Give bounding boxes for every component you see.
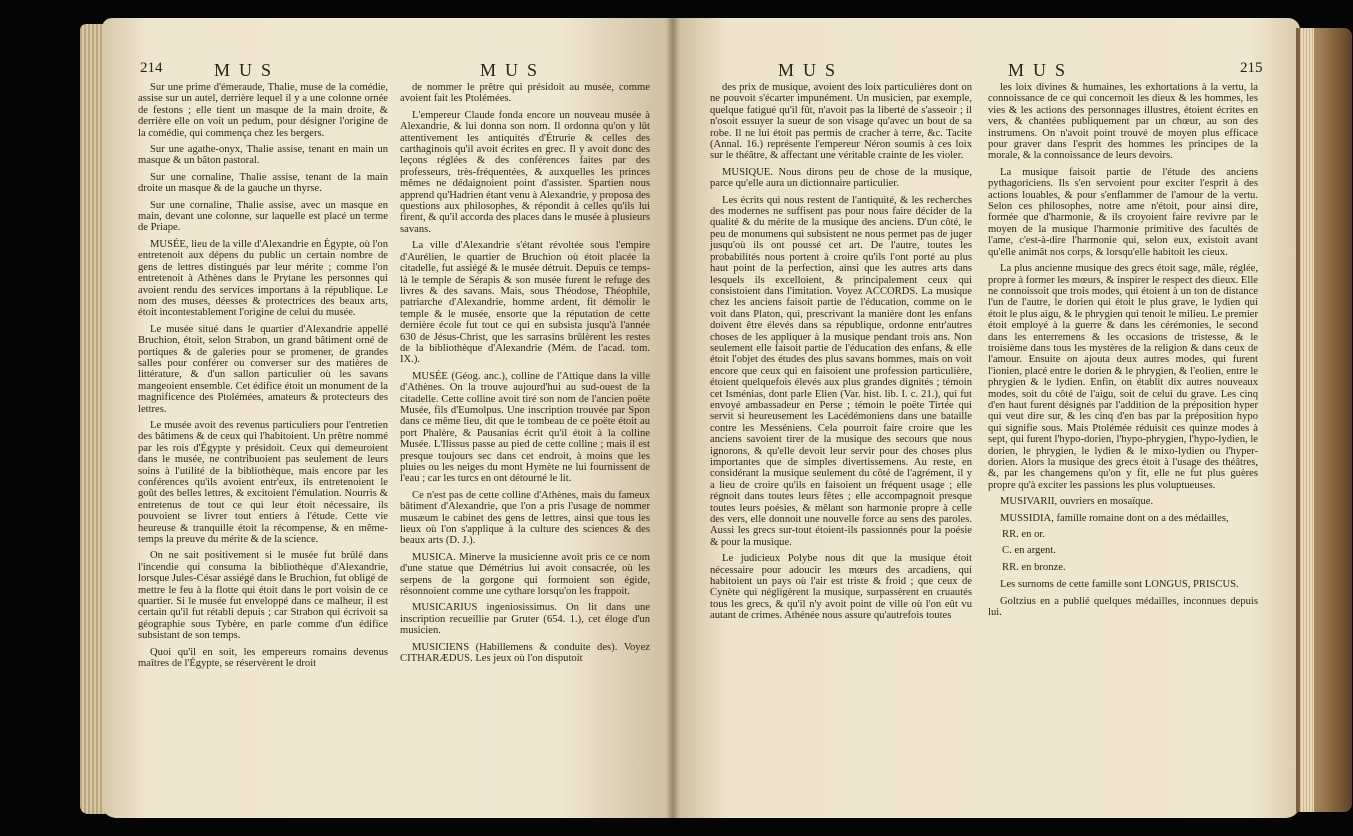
open-book bbox=[80, 18, 1350, 818]
coin-list bbox=[1002, 529, 1258, 573]
paragraph: MUSSIDIA, famille romaine dont on a des médailles, bbox=[1000, 512, 1229, 524]
page-number: 215 bbox=[1240, 60, 1263, 76]
paragraph: Le judicieux Polybe nous dit que la musique étoit nécessaire pour adoucir les mœurs des arcadiens, qui habitoient un pays où l'air est triste & froid ; que ceux de Cynète qui négligèrent la musique, surpassèrent en cruautés tous les grecs, & qu'il n'y avoit point de ville où l'on eût vu autant de crimes. Athénée nous assure qu'autrefois toutes bbox=[710, 553, 972, 622]
right-page bbox=[670, 18, 1300, 818]
paragraph: On ne sait positivement si le musée fut brûlé dans l'incendie qui consuma la bibliothèque d'Alexandrie, lorsque Jules-César assiégé dans le Bruchion, fut obligé de mettre le feu à la flotte qui étoit dans le port voisin de ce quartier. Si le musée fut enveloppé dans ce malheur, il est certain qu'il fut rétabli depuis ; car Strabon qui écrivoit sa géographie sous Tybère, en parle comme d'un édifice subsistant de son temps. bbox=[138, 550, 388, 642]
paragraph: Ce n'est pas de cette colline d'Athènes, mais du fameux bâtiment d'Alexandrie, que l'on a pris l'usage de nommer musæum le cabinet des gens de lettres, ainsi que tous les lieux où l'on s'applique à la culture des sciences & des beaux arts (D. J.). bbox=[400, 489, 650, 547]
paragraph: Les écrits qui nous restent de l'antiquité, & les recherches des modernes ne suffisent pas pour nous faire décider de la qualité & du mérite de la musique des anciens. D'un côté, le peu de monumens qui subsistent ne nous permet pas de juger jusqu'où ils ont poussé cet art. De l'autre, toutes les probabilités nous portent à croire qu'ils l'ont porté au plus haut point de la perfection, ainsi que les autres arts dans lesquels ils excelloient, & principalement ceux qui consistoient dans l'imitation. Voyez ACCORDS. La musique chez les anciens faisoit partie de l'éducation, comme on le voit dans Platon, qui, prescrivant la manière dont les enfans doivent être élevés dans sa république, ordonne entr'autres choses de les appliquer à la musique pendant trois ans. Non seulement elle faisoit partie de l'éducation des enfans, & elle étoit l'objet des études des plus savans hommes, mais on voit encore que ceux qui en faisoient une profession particulière, étoient quelquefois élevés aux plus grandes dignités ; témoin cet Isménias, dont parle Elien (Var. hist. lib. I. c. 21.), qui fut envoyé ambassadeur en Perse ; témoin le poëte Tirtée qui servit si heureusement les Lacédémoniens dans une bataille contre les Messéniens. Cela pourroit faire croire que les anciens savoient tirer de la musique des secours que nous ignorons, & qu'elle devoit leur servir pour des choses plus importantes que de simples divertissemens. Au reste, en considérant la musique seulement du côté de l'agrément, il y a lieu de croire qu'ils en faisoient un fréquent usage ; elle régnoit dans toutes leurs fêtes ; elle accompagnoit presque toutes leurs poésies, & mêlant son harmonie propre à celle des vers, elle donnoit une nouvelle force au sens des paroles. Aussi les grecs sur-tout étoient-ils passionnés pour la poésie & pour la musique. bbox=[710, 194, 972, 548]
paragraph: Sur une cornaline, Thalie assise, avec un masque en main, devant une colonne, sur laquelle est placé un terme de Priape. bbox=[138, 199, 388, 234]
running-head: MUS bbox=[214, 60, 281, 80]
paragraph: Sur une prime d'émeraude, Thalie, muse de la comédie, assise sur un autel, derrière lequel il y a une colonne ornée de festons ; elle tient un masque de la main droite, & derrière elle on voit un pedum, pour désigner l'origine de la comédie, qui commença chez les bergers. bbox=[138, 82, 388, 139]
text-column-2 bbox=[988, 82, 1258, 623]
text-column-2 bbox=[400, 82, 650, 670]
paragraph: Les surnoms de cette famille sont LONGUS, PRISCUS. bbox=[1000, 579, 1239, 591]
paragraph: La musique faisoit partie de l'étude des anciens pythagoriciens. Ils s'en servoient pour exciter l'esprit à des actions louables, & pour s'enflammer de l'amour de la vertu. Selon ces philosophes, notre ame n'étoit, pour ainsi dire, formée que d'harmonie, & ils croyoient faire revivre par le moyen de la musique l'harmonie primitive des facultés de l'ame, c'est-à-dire l'harmonie qui, selon eux, existoit avant qu'elle animât nos corps, & lorsqu'elle habitoit les cieux. bbox=[988, 166, 1258, 258]
page-number: 214 bbox=[140, 60, 163, 76]
paragraph: Le musée situé dans le quartier d'Alexandrie appellé Bruchion, étoit, selon Strabon, un grand bâtiment orné de portiques & de galeries pour se promener, de grandes salles pour conférer ou converser sur des matières de littérature, & d'un sallon particulier où les savans mangeoient ensemble. Cet édifice étoit un monument de la magnificence des Ptolémées, amateurs & protecteurs des lettres. bbox=[138, 323, 388, 415]
text-column-1 bbox=[710, 82, 972, 627]
left-page bbox=[102, 18, 670, 818]
paragraph: MUSICIENS (Habillemens & conduite des). Voyez CITHARÆDUS. Les jeux où l'on disputoit bbox=[400, 641, 650, 665]
paragraph: Goltzius en a publié quelques médailles, inconnues depuis lui. bbox=[988, 595, 1258, 619]
paragraph: de nommer le prêtre qui présidoit au musée, comme avoient fait les Ptolémées. bbox=[400, 82, 650, 105]
paragraph: La plus ancienne musique des grecs étoit sage, mâle, réglée, propre à former les mœurs, & inspirer le respect des dieux. Elle ne connoissoit que trois modes, qui étoient à un ton de distance l'un de l'autre, le dorien qui étoit le plus grave, le lydien qui étoit le plus aigu, & le phrygien qui tenoit le milieu. Le premier étoit employé à la guerre & dans les cérémonies, le second dans les enterremens & les occasions de tristesse, & le troisième dans tous les mystères de la religion & dans ceux de l'amour. Ensuite on ajouta deux autres modes, qui furent l'ionien, placé entre le dorien & le phrygien, & l'eolien, entre le phrygien & le lydien. Enfin, on établit dix autres nouveaux modes, soit du côté de l'aigu, soit de celui du grave. Les cinq d'en haut furent désignés par l'addition de la préposition hyper qui veut dire sur, & les cinq d'en bas par la préposition hypo qui signifie sous. Mais Ptolémée réduisit ces quinze modes à sept, qui furent l'hypo-dorien, l'hypo-phrygien, l'hypo-lydien, le dorien, le phrygien, le lydien & le mixo-lydien ou l'hyper-dorien. Alors la musique des grecs étoit à l'usage des théâtres, &, par les changemens qu'on y fit, elle ne fut plus guères propre qu'à exciter les passions les plus voluptueuses. bbox=[988, 263, 1258, 491]
list-item: RR. en or. bbox=[1002, 529, 1045, 541]
paragraph: Sur une cornaline, Thalie assise, tenant de la main droite un masque & de la gauche un thyrse. bbox=[138, 171, 388, 195]
list-item: RR. en bronze. bbox=[1002, 561, 1066, 573]
paragraph: Quoi qu'il en soit, les empereurs romains devenus maîtres de l'Égypte, se réservèrent le droit bbox=[138, 646, 388, 670]
running-head: MUS bbox=[480, 60, 547, 80]
paragraph: MUSÉE, lieu de la ville d'Alexandrie en Égypte, où l'on entretenoit aux dépens du public un certain nombre de gens de lettres distingués par leur mérite ; comme l'on entretenoit à Athènes dans le Prytane les personnes qui avoient rendu des services importans à la république. Le nom des muses, déesses & protectrices des beaux arts, étoit incontestablement l'origine de celui du musée. bbox=[138, 238, 388, 319]
paragraph: MUSÉE (Géog. anc.), colline de l'Attique dans la ville d'Athènes. On la trouve aujourd'hui au sud-ouest de la citadelle. Cette colline avoit tiré son nom de l'ancien poëte Musée, fils d'Eumolpus. Une inscription trouvée par Spon dans ce même lieu, dit que le tombeau de ce poëte étoit au port Phalère, & Pausanias écrit qu'il étoit à la colline Musée. L'Ilissus passe au pied de cette colline ; mais il est presque toujours sec dans cet endroit, à moins que les pluies ou les neiges du mont Hymète ne lui fournissent de l'eau ; car les turcs en ont détourné le lit. bbox=[400, 370, 650, 485]
running-head: MUS bbox=[778, 60, 845, 80]
paragraph: Sur une agathe-onyx, Thalie assise, tenant en main un masque & un bâton pastoral. bbox=[138, 144, 388, 167]
list-item: C. en argent. bbox=[1002, 545, 1056, 557]
paragraph: MUSIVARII, ouvriers en mosaïque. bbox=[1000, 496, 1154, 508]
paragraph: MUSICARIUS ingeniosissimus. On lit dans une inscription recueillie par Gruter (654. 1.), cet éloge d'un musicien. bbox=[400, 602, 650, 637]
book-gutter bbox=[666, 18, 680, 818]
paragraph: L'empereur Claude fonda encore un nouveau musée à Alexandrie, & lui donna son nom. Il ordonna qu'on y lût attentivement les antiquités d'Étrurie & celles des carthaginois qu'il avoit écrites en grec. Il y avoit donc des leçons réglées & des conférences faites par des professeurs, très-fréquentées, & auxquelles les princes mêmes ne dédaignoient point d'assister. Spartien nous apprend qu'Hadrien étant venu à Alexandrie, y proposa des questions aux philosophes, & répondit à celles qu'ils lui firent, & qu'il accorda des places dans le musée à plusieurs savans. bbox=[400, 109, 650, 235]
paragraph: Le musée avoit des revenus particuliers pour l'entretien des bâtimens & de ceux qui l'habitoient. Un prêtre nommé par les rois d'Égypte y présidoit. Ceux qui demeuroient dans le musée, ne contribuoient pas seulement de leurs soins à l'utilité de la bibliothèque, mais encore par les conférences qu'ils avoient entr'eux, ils entretenoient le goût des belles lettres, & excitoient l'émulation. Nourris & entretenus de tout ce qui leur étoit nécessaire, ils pouvoient se livrer tout entiers à l'étude. Cette vie heureuse & tranquille étoit la récompense, & en même-temps la preuve du mérite & de la science. bbox=[138, 419, 388, 546]
paragraph: La ville d'Alexandrie s'étant révoltée sous l'empire d'Aurélien, le quartier de Bruchion où étoit placée la citadelle, fut assiégé & le musée détruit. Depuis ce temps-là le temple de Sérapis & son musée furent le refuge des livres & des savans. Mais, sous Théodose, Théophile, patriarche d'Alexandrie, homme ardent, fit démolir le temple & le musée, ensorte que la réputation de cette dernière école fut tout ce qui en subsista jusqu'à l'année 630 de Jésus-Christ, que les sarrasins brûlèrent les restes de la bibliothèque d'Alexandrie (Mém. de l'acad. tom. IX.). bbox=[400, 240, 650, 366]
paragraph: MUSICA. Minerve la musicienne avoit pris ce ce nom d'une statue que Démétrius lui avoit consacrée, où les serpens de la gorgone qui formoient son égide, résonnoient comme une cythare lorsqu'on les frappoit. bbox=[400, 551, 650, 598]
text-column-1 bbox=[138, 82, 388, 675]
right-page-edges bbox=[1296, 28, 1352, 812]
paragraph: des prix de musique, avoient des loix particulières dont on ne pouvoit s'écarter impunément. Un musicien, par exemple, quelque fatigué qu'il fût, n'avoit pas la liberté de s'asseoir ; il n'osoit essuyer la sueur de son visage qu'avec un bout de sa robe. Il ne lui étoit pas permis de cracher à terre, &c. Tacite (Annal. 16.) représente l'empereur Néron soumis à ces loix sur le théâtre, & affectant une véritable crainte de les violer. bbox=[710, 82, 972, 162]
paragraph: les loix divines & humaines, les exhortations à la vertu, la connoissance de ce qui concernoit les dieux & les hommes, les vies & les actions des personnages illustres, étoient écrites en vers, & chantées publiquement par un chœur, au son des instrumens. On n'avoit point trouvé de moyen plus efficace pour graver dans l'esprit des hommes les principes de la morale, & la connoissance de leurs devoirs. bbox=[988, 82, 1258, 162]
running-head: MUS bbox=[1008, 60, 1075, 80]
paragraph: MUSIQUE. Nous dirons peu de chose de la musique, parce qu'elle aura un dictionnaire particulier. bbox=[710, 166, 972, 190]
